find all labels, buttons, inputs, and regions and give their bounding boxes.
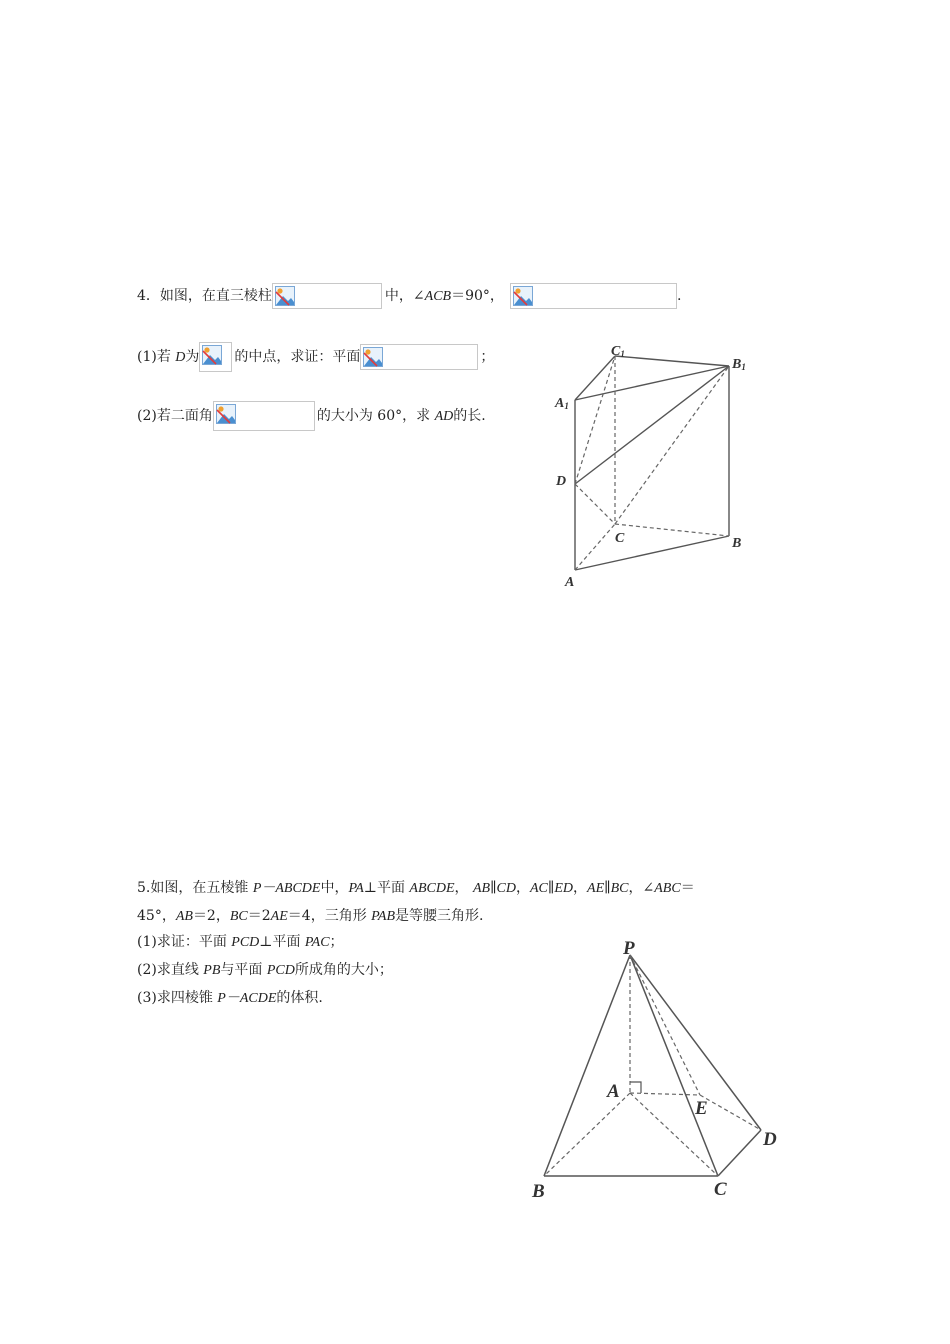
- label-D: D: [556, 474, 567, 489]
- edge-PC: [630, 955, 718, 1176]
- edge-DC-hidden: [575, 484, 615, 524]
- right-angle-mark: [630, 1082, 641, 1093]
- q5-line-1: 5.如图，在五棱锥 P－ABCDE中，PA⊥平面 ABCDE， AB∥CD，AC∥ED，AE∥BC，∠ABC＝: [137, 880, 695, 896]
- label-B: B: [532, 1181, 545, 1202]
- pyramid-figure: [520, 930, 800, 1210]
- label-A: A: [565, 575, 575, 590]
- edge-CD: [718, 1130, 761, 1176]
- missing-image-placeholder: [510, 283, 677, 309]
- missing-image-placeholder: [213, 401, 315, 431]
- edge-AE-hidden: [630, 1093, 700, 1095]
- broken-image-icon: [363, 347, 383, 367]
- label-D: D: [763, 1129, 777, 1150]
- label-C: C: [714, 1179, 727, 1200]
- broken-image-icon: [513, 286, 533, 306]
- label-P: P: [623, 938, 635, 959]
- edge-CB1-hidden: [615, 366, 729, 524]
- q4-line-2: (1)若 D为 的中点，求证：平面 ；: [137, 342, 494, 372]
- broken-image-icon: [202, 345, 222, 365]
- q5-line-3: (1)求证：平面 PCD⊥平面 PAC；: [137, 934, 344, 950]
- q5-line-2: 45°，AB＝2，BC＝2AE＝4，三角形 PAB是等腰三角形.: [137, 908, 484, 924]
- edge-PE-hidden: [630, 955, 700, 1095]
- missing-image-placeholder: [272, 283, 382, 309]
- edge-ED-hidden: [700, 1095, 761, 1130]
- edge-CB-hidden: [615, 524, 729, 536]
- q5-line-4: (2)求直线 PB与平面 PCD所成角的大小；: [137, 962, 393, 978]
- edge-DC1-hidden: [575, 356, 615, 484]
- q4-line-1: 4．如图，在直三棱柱 中，∠ACB＝90°， .: [137, 283, 681, 309]
- label-B1: B1: [732, 357, 746, 372]
- label-B: B: [732, 536, 742, 551]
- label-E: E: [695, 1098, 708, 1119]
- label-C1: C1: [611, 344, 625, 359]
- q5-line-5: (3)求四棱锥 P－ACDE的体积.: [137, 990, 323, 1006]
- edge-A1C1: [575, 356, 615, 400]
- q4-line-3: (2)若二面角 的大小为 60°，求 AD的长.: [137, 401, 486, 431]
- edge-AB-hidden: [544, 1093, 630, 1176]
- edge-AB: [575, 536, 729, 570]
- label-A1: A1: [555, 396, 569, 411]
- broken-image-icon: [275, 286, 295, 306]
- prism-figure: [545, 338, 765, 598]
- edge-PB: [544, 955, 630, 1176]
- missing-image-placeholder: [360, 344, 478, 370]
- label-A: A: [607, 1081, 620, 1102]
- missing-image-placeholder: [199, 342, 232, 372]
- broken-image-icon: [216, 404, 236, 424]
- edge-C1B1: [615, 356, 729, 366]
- label-C: C: [615, 531, 625, 546]
